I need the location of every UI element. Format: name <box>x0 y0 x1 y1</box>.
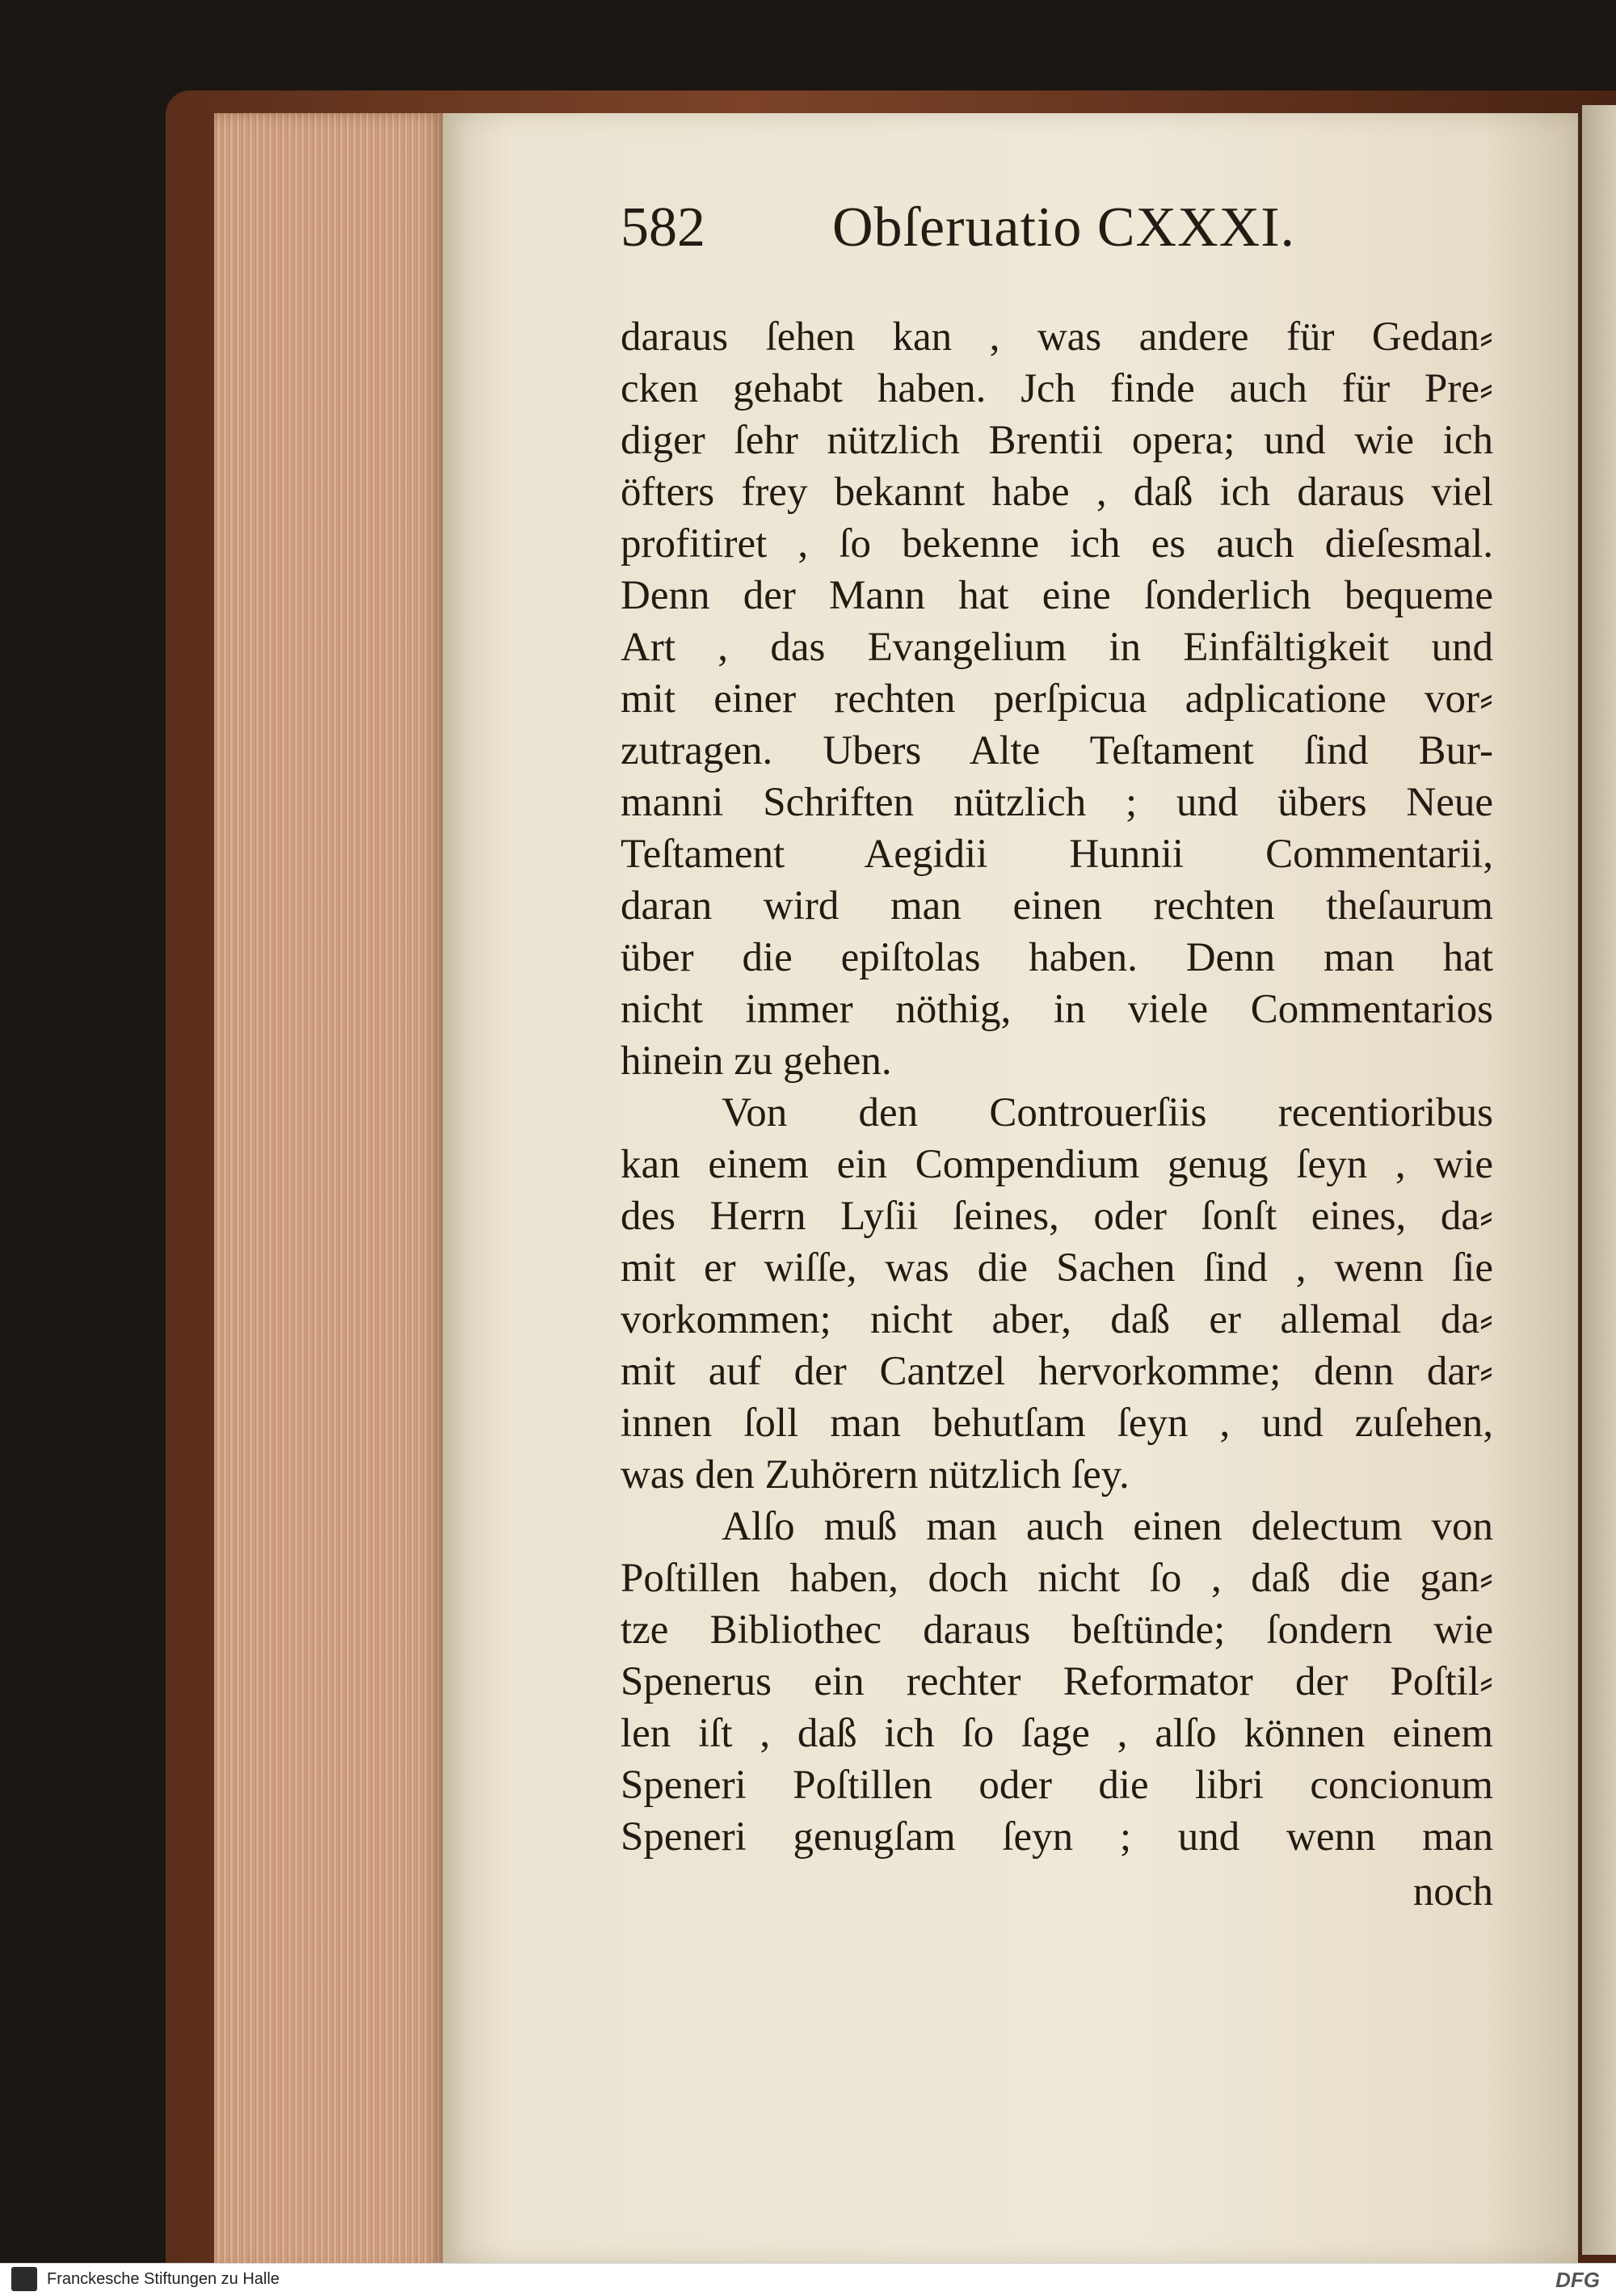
text-line: Poſtillen haben, doch nicht ſo , daß die gan⸗ <box>621 1556 1493 1601</box>
text-line: Denn der Mann hat eine ſonderlich bequeme <box>621 573 1493 618</box>
text-line: zutragen. Ubers Alte Teſtament ſind Bur- <box>621 728 1493 773</box>
text-line: daran wird man einen rechten theſaurum <box>621 883 1493 929</box>
text-line: kan einem ein Compendium genug ſeyn , wie <box>621 1142 1493 1187</box>
text-line: Von den Controuerſiis recentioribus <box>722 1090 1493 1135</box>
text-line: daraus ſehen kan , was andere für Gedan⸗ <box>621 314 1493 360</box>
text-line: tze Bibliothec daraus beſtünde; ſondern wie <box>621 1607 1493 1653</box>
dfg-logo: DFG <box>1555 2268 1600 2292</box>
page-number: 582 <box>621 196 705 259</box>
text-line: Art , das Evangelium in Einfältigkeit und <box>621 625 1493 670</box>
text-line: Teſtament Aegidii Hunnii Commentarii, <box>621 832 1493 877</box>
text-line: innen ſoll man behutſam ſeyn , und zuſehen, <box>621 1401 1493 1446</box>
text-line: diger ſehr nützlich Brentii opera; und wie ich <box>621 418 1493 463</box>
text-line: nicht immer nöthig, in viele Commentarios <box>621 987 1493 1032</box>
text-line: über die epiſtolas haben. Denn man hat <box>621 935 1493 980</box>
text-line: Speneri genugſam ſeyn ; und wenn man <box>621 1814 1493 1860</box>
text-line: was den Zuhörern nützlich ſey. <box>621 1452 1130 1498</box>
institution-logo-icon <box>11 2267 37 2291</box>
institution-name: Franckesche Stiftungen zu Halle <box>47 2270 280 2288</box>
facing-page-edge <box>1580 105 1616 2255</box>
text-line: Spenerus ein rechter Reformator der Poſtil⸗ <box>621 1659 1493 1704</box>
text-block <box>621 311 1493 1863</box>
text-line: mit er wiſſe, was die Sachen ſind , wenn ſie <box>621 1245 1493 1291</box>
text-line: profitiret , ſo bekenne ich es auch dieſesmal. <box>621 521 1493 567</box>
text-line: manni Schriften nützlich ; und übers Neue <box>621 780 1493 825</box>
text-line: mit einer rechten perſpicua adplicatione vor⸗ <box>621 676 1493 722</box>
text-line: Speneri Poſtillen oder die libri concionum <box>621 1763 1493 1808</box>
text-line: hinein zu gehen. <box>621 1038 892 1084</box>
text-line: mit auf der Cantzel hervorkomme; denn dar⸗ <box>621 1349 1493 1394</box>
running-title: Obſeruatio CXXXI. <box>832 196 1296 259</box>
text-line: len iſt , daß ich ſo ſage , alſo können einem <box>621 1711 1493 1756</box>
text-line: Alſo muß man auch einen delectum von <box>722 1504 1493 1549</box>
text-line: öfters frey bekannt habe , daß ich daraus viel <box>621 470 1493 515</box>
catchword: noch <box>1412 1869 1493 1915</box>
page-edges <box>214 113 444 2271</box>
text-line: vorkommen; nicht aber, daß er allemal da⸗ <box>621 1297 1493 1342</box>
text-line: des Herrn Lyſii ſeines, oder ſonſt eines, da⸗ <box>621 1194 1493 1239</box>
footer-bar <box>0 2263 1616 2296</box>
text-line: cken gehabt haben. Jch finde auch für Pre⸗ <box>621 366 1493 411</box>
